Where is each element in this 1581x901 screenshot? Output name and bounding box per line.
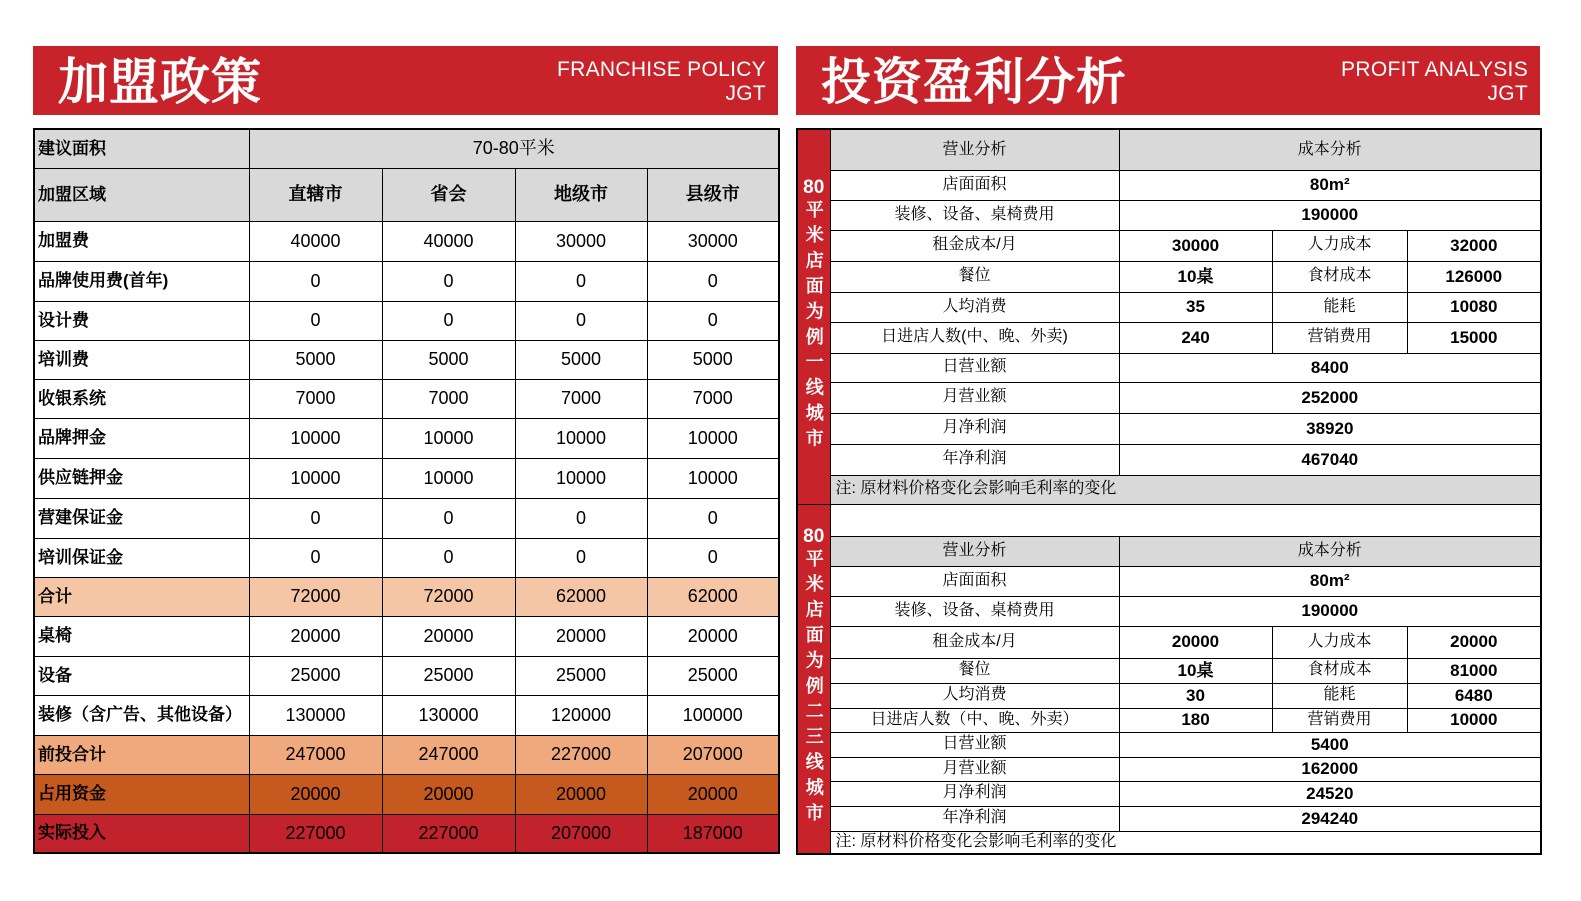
first-tier-annual-profit-row (797, 444, 1541, 475)
training-guarantee-label: 培训保证金 (34, 538, 249, 577)
first-tier-monthly-revenue-value: 252000 (1119, 382, 1541, 413)
training-fee-label: 培训费 (34, 340, 249, 379)
lower-tier-daily-revenue-value: 5400 (1119, 732, 1541, 757)
lower-tier-seats-row (797, 658, 1541, 683)
lower-tier-rent-label: 租金成本/月 (830, 626, 1119, 658)
first-tier-avg-spend-row (797, 292, 1541, 322)
supply-chain-deposit-provincial-capital: 10000 (382, 458, 515, 498)
first-tier-revenue-header: 营业分析 (830, 129, 1119, 170)
first-tier-rent-label: 租金成本/月 (830, 230, 1119, 261)
first-tier-side-text: 平米店面为例一线城市 (803, 199, 824, 454)
lower-tier-energy-cost-value: 6480 (1407, 683, 1541, 708)
first-tier-seats-row (797, 261, 1541, 292)
franchise-policy-english-caption (557, 58, 766, 106)
cashier-system-provincial-capital: 7000 (382, 379, 515, 418)
renovation-label: 装修（含广告、其他设备） (34, 695, 249, 735)
lower-tier-fitout-value: 190000 (1119, 596, 1541, 626)
equipment-municipality: 25000 (249, 656, 382, 695)
subtotal-row (34, 577, 779, 616)
first-tier-food-cost-label: 食材成本 (1272, 261, 1407, 292)
equipment-label: 设备 (34, 656, 249, 695)
region-county-city: 县级市 (647, 168, 779, 221)
training-fee-provincial-capital: 5000 (382, 340, 515, 379)
first-tier-side-label (797, 129, 830, 504)
lower-tier-monthly-profit-value: 24520 (1119, 781, 1541, 806)
brand-deposit-row (34, 418, 779, 458)
suggested-area-row (34, 129, 779, 168)
first-tier-avg-spend-label: 人均消费 (830, 292, 1119, 322)
lower-tier-daily-customers-label: 日进店人数（中、晚、外卖） (830, 708, 1119, 732)
first-tier-annual-profit-label: 年净利润 (830, 444, 1119, 475)
training-fee-municipality: 5000 (249, 340, 382, 379)
renovation-municipality: 130000 (249, 695, 382, 735)
tables-chairs-county-city: 20000 (647, 616, 779, 656)
lower-tier-avg-spend-value: 30 (1119, 683, 1272, 708)
first-tier-store-area-label: 店面面积 (830, 170, 1119, 200)
design-fee-county-city: 0 (647, 301, 779, 340)
profit-analysis-header (796, 46, 1540, 115)
upfront-total-municipality: 247000 (249, 735, 382, 774)
region-prefecture-city: 地级市 (515, 168, 647, 221)
franchise-policy-header (33, 46, 778, 115)
lower-tier-seats-value: 10桌 (1119, 658, 1272, 683)
training-guarantee-prefecture-city: 0 (515, 538, 647, 577)
region-provincial-capital: 省会 (382, 168, 515, 221)
brand-usage-fee-row (34, 261, 779, 301)
tables-chairs-prefecture-city: 20000 (515, 616, 647, 656)
training-fee-prefecture-city: 5000 (515, 340, 647, 379)
lower-tier-fitout-label: 装修、设备、桌椅费用 (830, 596, 1119, 626)
region-header-row (34, 168, 779, 221)
lower-tier-monthly-revenue-row (797, 757, 1541, 781)
renovation-row (34, 695, 779, 735)
profit-analysis-table (796, 128, 1542, 855)
actual-investment-county-city: 187000 (647, 814, 779, 853)
first-tier-seats-value: 10桌 (1119, 261, 1272, 292)
first-tier-labor-cost-value: 32000 (1407, 230, 1541, 261)
franchise-policy-title: 加盟政策 (58, 54, 262, 110)
lower-tier-monthly-profit-label: 月净利润 (830, 781, 1119, 806)
first-tier-monthly-profit-value: 38920 (1119, 413, 1541, 444)
lower-tier-side-text: 平米店面为例二三线城市 (803, 548, 824, 829)
supply-chain-deposit-municipality: 10000 (249, 458, 382, 498)
lower-tier-food-cost-value: 81000 (1407, 658, 1541, 683)
lower-tier-daily-customers-value: 180 (1119, 708, 1272, 732)
lower-tier-side-area-number: 80 (803, 525, 825, 547)
franchise-fee-table (33, 128, 780, 854)
training-fee-row (34, 340, 779, 379)
brand-usage-fee-provincial-capital: 0 (382, 261, 515, 301)
cashier-system-municipality: 7000 (249, 379, 382, 418)
subtotal-provincial-capital: 72000 (382, 577, 515, 616)
working-capital-provincial-capital: 20000 (382, 774, 515, 814)
renovation-prefecture-city: 120000 (515, 695, 647, 735)
actual-investment-provincial-capital: 227000 (382, 814, 515, 853)
equipment-county-city: 25000 (647, 656, 779, 695)
tables-chairs-label: 桌椅 (34, 616, 249, 656)
lower-tier-daily-revenue-label: 日营业额 (830, 732, 1119, 757)
franchise-fee-county-city: 30000 (647, 221, 779, 261)
lower-tier-store-area-label: 店面面积 (830, 566, 1119, 596)
training-guarantee-provincial-capital: 0 (382, 538, 515, 577)
lower-tier-store-area-value: 80m² (1119, 566, 1541, 596)
first-tier-daily-revenue-label: 日营业额 (830, 353, 1119, 382)
first-tier-rent-row (797, 230, 1541, 261)
subtotal-prefecture-city: 62000 (515, 577, 647, 616)
brand-deposit-label: 品牌押金 (34, 418, 249, 458)
franchise-fee-prefecture-city: 30000 (515, 221, 647, 261)
cashier-system-label: 收银系统 (34, 379, 249, 418)
first-tier-marketing-cost-value: 15000 (1407, 322, 1541, 353)
lower-tier-labor-cost-value: 20000 (1407, 626, 1541, 658)
profit-analysis-brand: JGT (1487, 82, 1528, 105)
actual-investment-prefecture-city: 207000 (515, 814, 647, 853)
equipment-prefecture-city: 25000 (515, 656, 647, 695)
lower-tier-monthly-profit-row (797, 781, 1541, 806)
lower-tier-seats-label: 餐位 (830, 658, 1119, 683)
first-tier-note: 注: 原材料价格变化会影响毛利率的变化 (830, 475, 1541, 504)
lower-tier-marketing-cost-label: 营销费用 (1272, 708, 1407, 732)
first-tier-rent-value: 30000 (1119, 230, 1272, 261)
subtotal-label: 合计 (34, 577, 249, 616)
brand-usage-fee-label: 品牌使用费(首年) (34, 261, 249, 301)
renovation-provincial-capital: 130000 (382, 695, 515, 735)
brand-deposit-county-city: 10000 (647, 418, 779, 458)
lower-tier-spacer (830, 504, 1541, 536)
lower-tier-annual-profit-label: 年净利润 (830, 806, 1119, 831)
first-tier-seats-label: 餐位 (830, 261, 1119, 292)
actual-investment-row (34, 814, 779, 853)
subtotal-county-city: 62000 (647, 577, 779, 616)
franchise-fee-provincial-capital: 40000 (382, 221, 515, 261)
lower-tier-side-label (797, 504, 830, 854)
suggested-area-value: 70-80平米 (249, 129, 779, 168)
profit-analysis-title: 投资盈利分析 (821, 54, 1127, 110)
construction-guarantee-label: 营建保证金 (34, 498, 249, 538)
first-tier-marketing-cost-label: 营销费用 (1272, 322, 1407, 353)
tables-chairs-municipality: 20000 (249, 616, 382, 656)
brand-deposit-prefecture-city: 10000 (515, 418, 647, 458)
region-label: 加盟区域 (34, 168, 249, 221)
lower-tier-monthly-revenue-value: 162000 (1119, 757, 1541, 781)
actual-investment-municipality: 227000 (249, 814, 382, 853)
lower-tier-avg-spend-row (797, 683, 1541, 708)
working-capital-row (34, 774, 779, 814)
working-capital-municipality: 20000 (249, 774, 382, 814)
design-fee-municipality: 0 (249, 301, 382, 340)
lower-tier-note: 注: 原材料价格变化会影响毛利率的变化 (830, 831, 1541, 854)
working-capital-county-city: 20000 (647, 774, 779, 814)
upfront-total-label: 前投合计 (34, 735, 249, 774)
lower-tier-marketing-cost-value: 10000 (1407, 708, 1541, 732)
supply-chain-deposit-prefecture-city: 10000 (515, 458, 647, 498)
working-capital-prefecture-city: 20000 (515, 774, 647, 814)
first-tier-daily-customers-value: 240 (1119, 322, 1272, 353)
upfront-total-county-city: 207000 (647, 735, 779, 774)
first-tier-energy-cost-value: 10080 (1407, 292, 1541, 322)
brand-usage-fee-county-city: 0 (647, 261, 779, 301)
profit-analysis-english-caption (1341, 58, 1528, 106)
actual-investment-label: 实际投入 (34, 814, 249, 853)
brand-usage-fee-municipality: 0 (249, 261, 382, 301)
first-tier-monthly-revenue-label: 月营业额 (830, 382, 1119, 413)
upfront-total-row (34, 735, 779, 774)
brand-deposit-municipality: 10000 (249, 418, 382, 458)
suggested-area-label: 建议面积 (34, 129, 249, 168)
training-fee-county-city: 5000 (647, 340, 779, 379)
first-tier-annual-profit-value: 467040 (1119, 444, 1541, 475)
lower-tier-header-row (797, 536, 1541, 566)
franchise-policy-brand: JGT (725, 82, 766, 105)
cashier-system-prefecture-city: 7000 (515, 379, 647, 418)
first-tier-daily-customers-row (797, 322, 1541, 353)
lower-tier-labor-cost-label: 人力成本 (1272, 626, 1407, 658)
first-tier-fitout-row (797, 200, 1541, 230)
lower-tier-annual-profit-row (797, 806, 1541, 831)
lower-tier-fitout-row (797, 596, 1541, 626)
brand-usage-fee-prefecture-city: 0 (515, 261, 647, 301)
lower-tier-annual-profit-value: 294240 (1119, 806, 1541, 831)
first-tier-cost-header: 成本分析 (1119, 129, 1541, 170)
cashier-system-row (34, 379, 779, 418)
first-tier-monthly-revenue-row (797, 382, 1541, 413)
lower-tier-monthly-revenue-label: 月营业额 (830, 757, 1119, 781)
profit-analysis-english-title: PROFIT ANALYSIS (1341, 58, 1528, 81)
first-tier-side-area-number: 80 (803, 176, 825, 198)
construction-guarantee-provincial-capital: 0 (382, 498, 515, 538)
lower-tier-energy-cost-label: 能耗 (1272, 683, 1407, 708)
lower-tier-revenue-header: 营业分析 (830, 536, 1119, 566)
first-tier-daily-revenue-row (797, 353, 1541, 382)
subtotal-municipality: 72000 (249, 577, 382, 616)
lower-tier-cost-header: 成本分析 (1119, 536, 1541, 566)
renovation-county-city: 100000 (647, 695, 779, 735)
lower-tier-spacer-row (797, 504, 1541, 536)
lower-tier-note-row (797, 831, 1541, 854)
franchise-policy-english-title: FRANCHISE POLICY (556, 58, 766, 81)
upfront-total-provincial-capital: 247000 (382, 735, 515, 774)
lower-tier-daily-customers-row (797, 708, 1541, 732)
training-guarantee-county-city: 0 (647, 538, 779, 577)
first-tier-fitout-value: 190000 (1119, 200, 1541, 230)
lower-tier-food-cost-label: 食材成本 (1272, 658, 1407, 683)
supply-chain-deposit-county-city: 10000 (647, 458, 779, 498)
equipment-provincial-capital: 25000 (382, 656, 515, 695)
tables-chairs-row (34, 616, 779, 656)
first-tier-food-cost-value: 126000 (1407, 261, 1541, 292)
construction-guarantee-prefecture-city: 0 (515, 498, 647, 538)
region-municipality: 直辖市 (249, 168, 382, 221)
first-tier-store-area-value: 80m² (1119, 170, 1541, 200)
lower-tier-daily-revenue-row (797, 732, 1541, 757)
lower-tier-avg-spend-label: 人均消费 (830, 683, 1119, 708)
supply-chain-deposit-row (34, 458, 779, 498)
working-capital-label: 占用资金 (34, 774, 249, 814)
training-guarantee-municipality: 0 (249, 538, 382, 577)
franchise-fee-municipality: 40000 (249, 221, 382, 261)
training-guarantee-row (34, 538, 779, 577)
design-fee-label: 设计费 (34, 301, 249, 340)
tables-chairs-provincial-capital: 20000 (382, 616, 515, 656)
franchise-fee-row (34, 221, 779, 261)
first-tier-header-row (797, 129, 1541, 170)
design-fee-provincial-capital: 0 (382, 301, 515, 340)
construction-guarantee-county-city: 0 (647, 498, 779, 538)
lower-tier-store-area-row (797, 566, 1541, 596)
first-tier-avg-spend-value: 35 (1119, 292, 1272, 322)
first-tier-daily-customers-label: 日进店人数(中、晚、外卖) (830, 322, 1119, 353)
lower-tier-rent-row (797, 626, 1541, 658)
equipment-row (34, 656, 779, 695)
supply-chain-deposit-label: 供应链押金 (34, 458, 249, 498)
first-tier-store-area-row (797, 170, 1541, 200)
first-tier-daily-revenue-value: 8400 (1119, 353, 1541, 382)
construction-guarantee-municipality: 0 (249, 498, 382, 538)
first-tier-monthly-profit-row (797, 413, 1541, 444)
first-tier-energy-cost-label: 能耗 (1272, 292, 1407, 322)
first-tier-note-row (797, 475, 1541, 504)
first-tier-labor-cost-label: 人力成本 (1272, 230, 1407, 261)
cashier-system-county-city: 7000 (647, 379, 779, 418)
first-tier-monthly-profit-label: 月净利润 (830, 413, 1119, 444)
brand-deposit-provincial-capital: 10000 (382, 418, 515, 458)
design-fee-prefecture-city: 0 (515, 301, 647, 340)
lower-tier-rent-value: 20000 (1119, 626, 1272, 658)
design-fee-row (34, 301, 779, 340)
first-tier-fitout-label: 装修、设备、桌椅费用 (830, 200, 1119, 230)
construction-guarantee-row (34, 498, 779, 538)
upfront-total-prefecture-city: 227000 (515, 735, 647, 774)
franchise-fee-label: 加盟费 (34, 221, 249, 261)
